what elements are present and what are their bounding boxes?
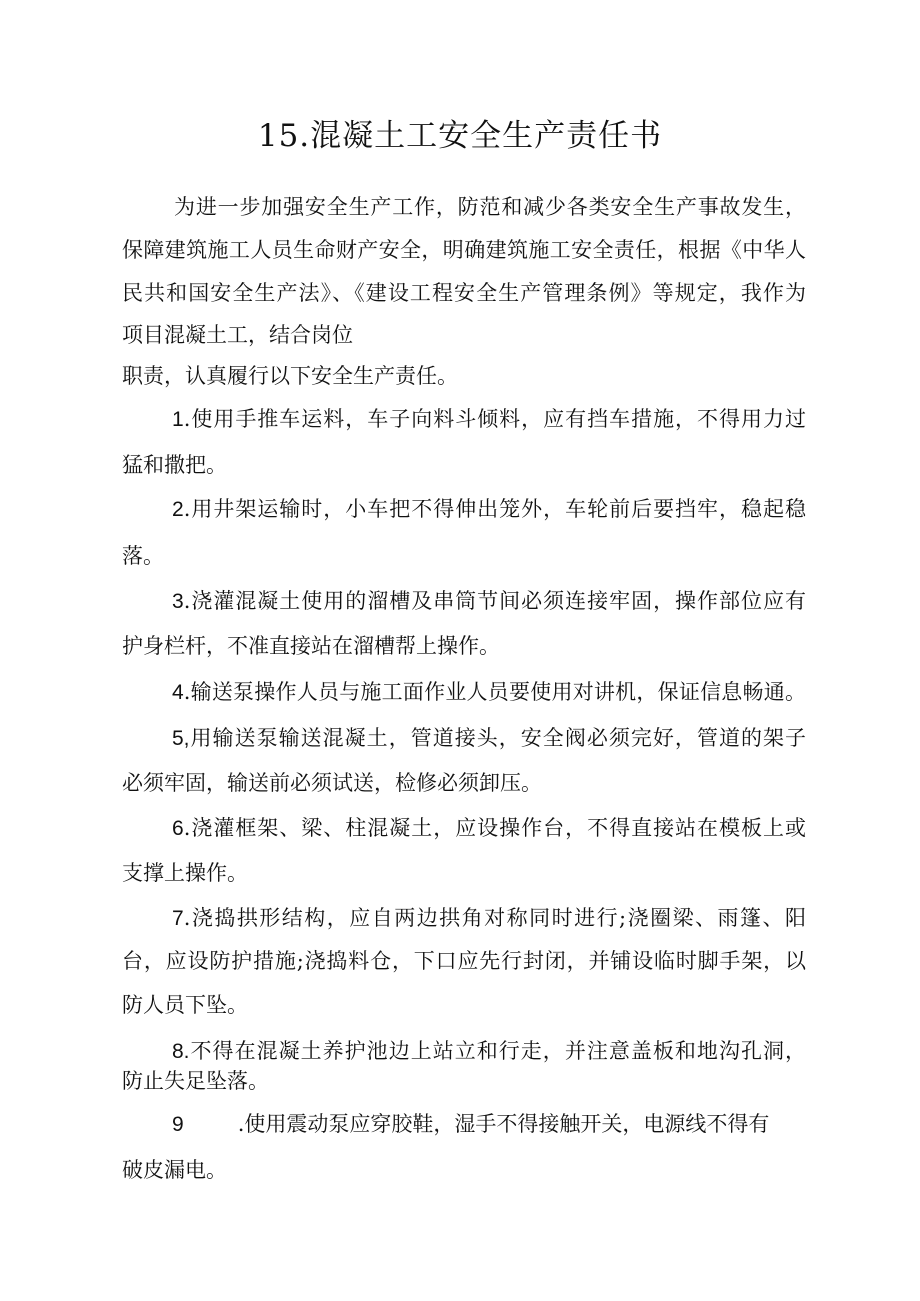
item-number: 3 <box>172 590 184 613</box>
list-item-3 <box>172 586 806 616</box>
list-item-7-line-2: 台，应设防护措施;浇捣料仓，下口应先行封闭，并铺设临时脚手架，以 <box>122 949 806 973</box>
item-text: .用井架运输时，小车把不得伸出笼外，车轮前后要挡牢，稳起稳 <box>183 497 806 521</box>
document-title: 15.混凝土工安全生产责任书 <box>257 118 663 154</box>
item-text: .浇灌框架、梁、柱混凝土，应设操作台，不得直接站在模板上或 <box>183 816 806 840</box>
list-item-9 <box>172 1109 769 1139</box>
item-number: 2 <box>172 498 184 521</box>
intro-line-4: 项目混凝土工，结合岗位 <box>122 323 353 347</box>
intro-line-1: 为进一步加强安全生产工作，防范和减少各类安全生产事故发生， <box>174 195 806 219</box>
item-text: .浇捣拱形结构，应自两边拱角对称同时进行;浇圈梁、雨篷、阳 <box>183 906 806 930</box>
intro-line-3: 民共和国安全生产法》、《建设工程安全生产管理条例》等规定，我作为 <box>122 281 806 305</box>
list-item-5 <box>172 723 806 753</box>
list-item-6-line-2: 支撑上操作。 <box>122 861 248 885</box>
list-item-6 <box>172 813 806 843</box>
list-item-2 <box>172 494 806 524</box>
item-number: 7 <box>172 907 184 930</box>
intro-line-5: 职责，认真履行以下安全生产责任。 <box>122 364 458 388</box>
list-item-5-line-2: 必须牢固，输送前必须试送，检修必须卸压。 <box>122 771 542 795</box>
item-number: 1 <box>172 408 184 431</box>
list-item-1-line-2: 猛和撒把。 <box>122 453 227 477</box>
item-number: 9 <box>172 1113 184 1136</box>
list-item-4 <box>172 677 806 707</box>
item-text: .输送泵操作人员与施工面作业人员要使用对讲机，保证信息畅通。 <box>183 680 806 704</box>
list-item-1 <box>172 404 806 434</box>
item-number: 4 <box>172 681 184 704</box>
list-item-9-line-2: 破皮漏电。 <box>122 1158 227 1182</box>
item-text: 不得在混凝土养护池边上站立和行走，并注意盖板和地沟孔洞， <box>189 1039 806 1063</box>
item-number: 5, <box>172 727 190 750</box>
list-item-7 <box>172 903 806 933</box>
intro-line-2: 保障建筑施工人员生命财产安全，明确建筑施工安全责任，根据《中华人 <box>122 238 806 262</box>
list-item-8-line-2: 防止失足坠落。 <box>122 1069 269 1093</box>
list-item-8 <box>172 1036 806 1066</box>
item-text: .使用手推车运料，车子向料斗倾料，应有挡车措施，不得用力过 <box>183 407 806 431</box>
list-item-7-line-3: 防人员下坠。 <box>122 993 248 1017</box>
item-text: .使用震动泵应穿胶鞋，湿手不得接触开关，电源线不得有 <box>237 1112 770 1136</box>
list-item-2-line-2: 落。 <box>122 544 164 568</box>
item-text: 用输送泵输送混凝土，管道接头，安全阀必须完好，管道的架子 <box>189 726 806 750</box>
item-number: 8. <box>172 1040 190 1063</box>
item-text: .浇灌混凝土使用的溜槽及串筒节间必须连接牢固，操作部位应有 <box>183 589 806 613</box>
list-item-3-line-2: 护身栏杆，不准直接站在溜槽帮上操作。 <box>122 634 500 658</box>
item-number: 6 <box>172 817 184 840</box>
